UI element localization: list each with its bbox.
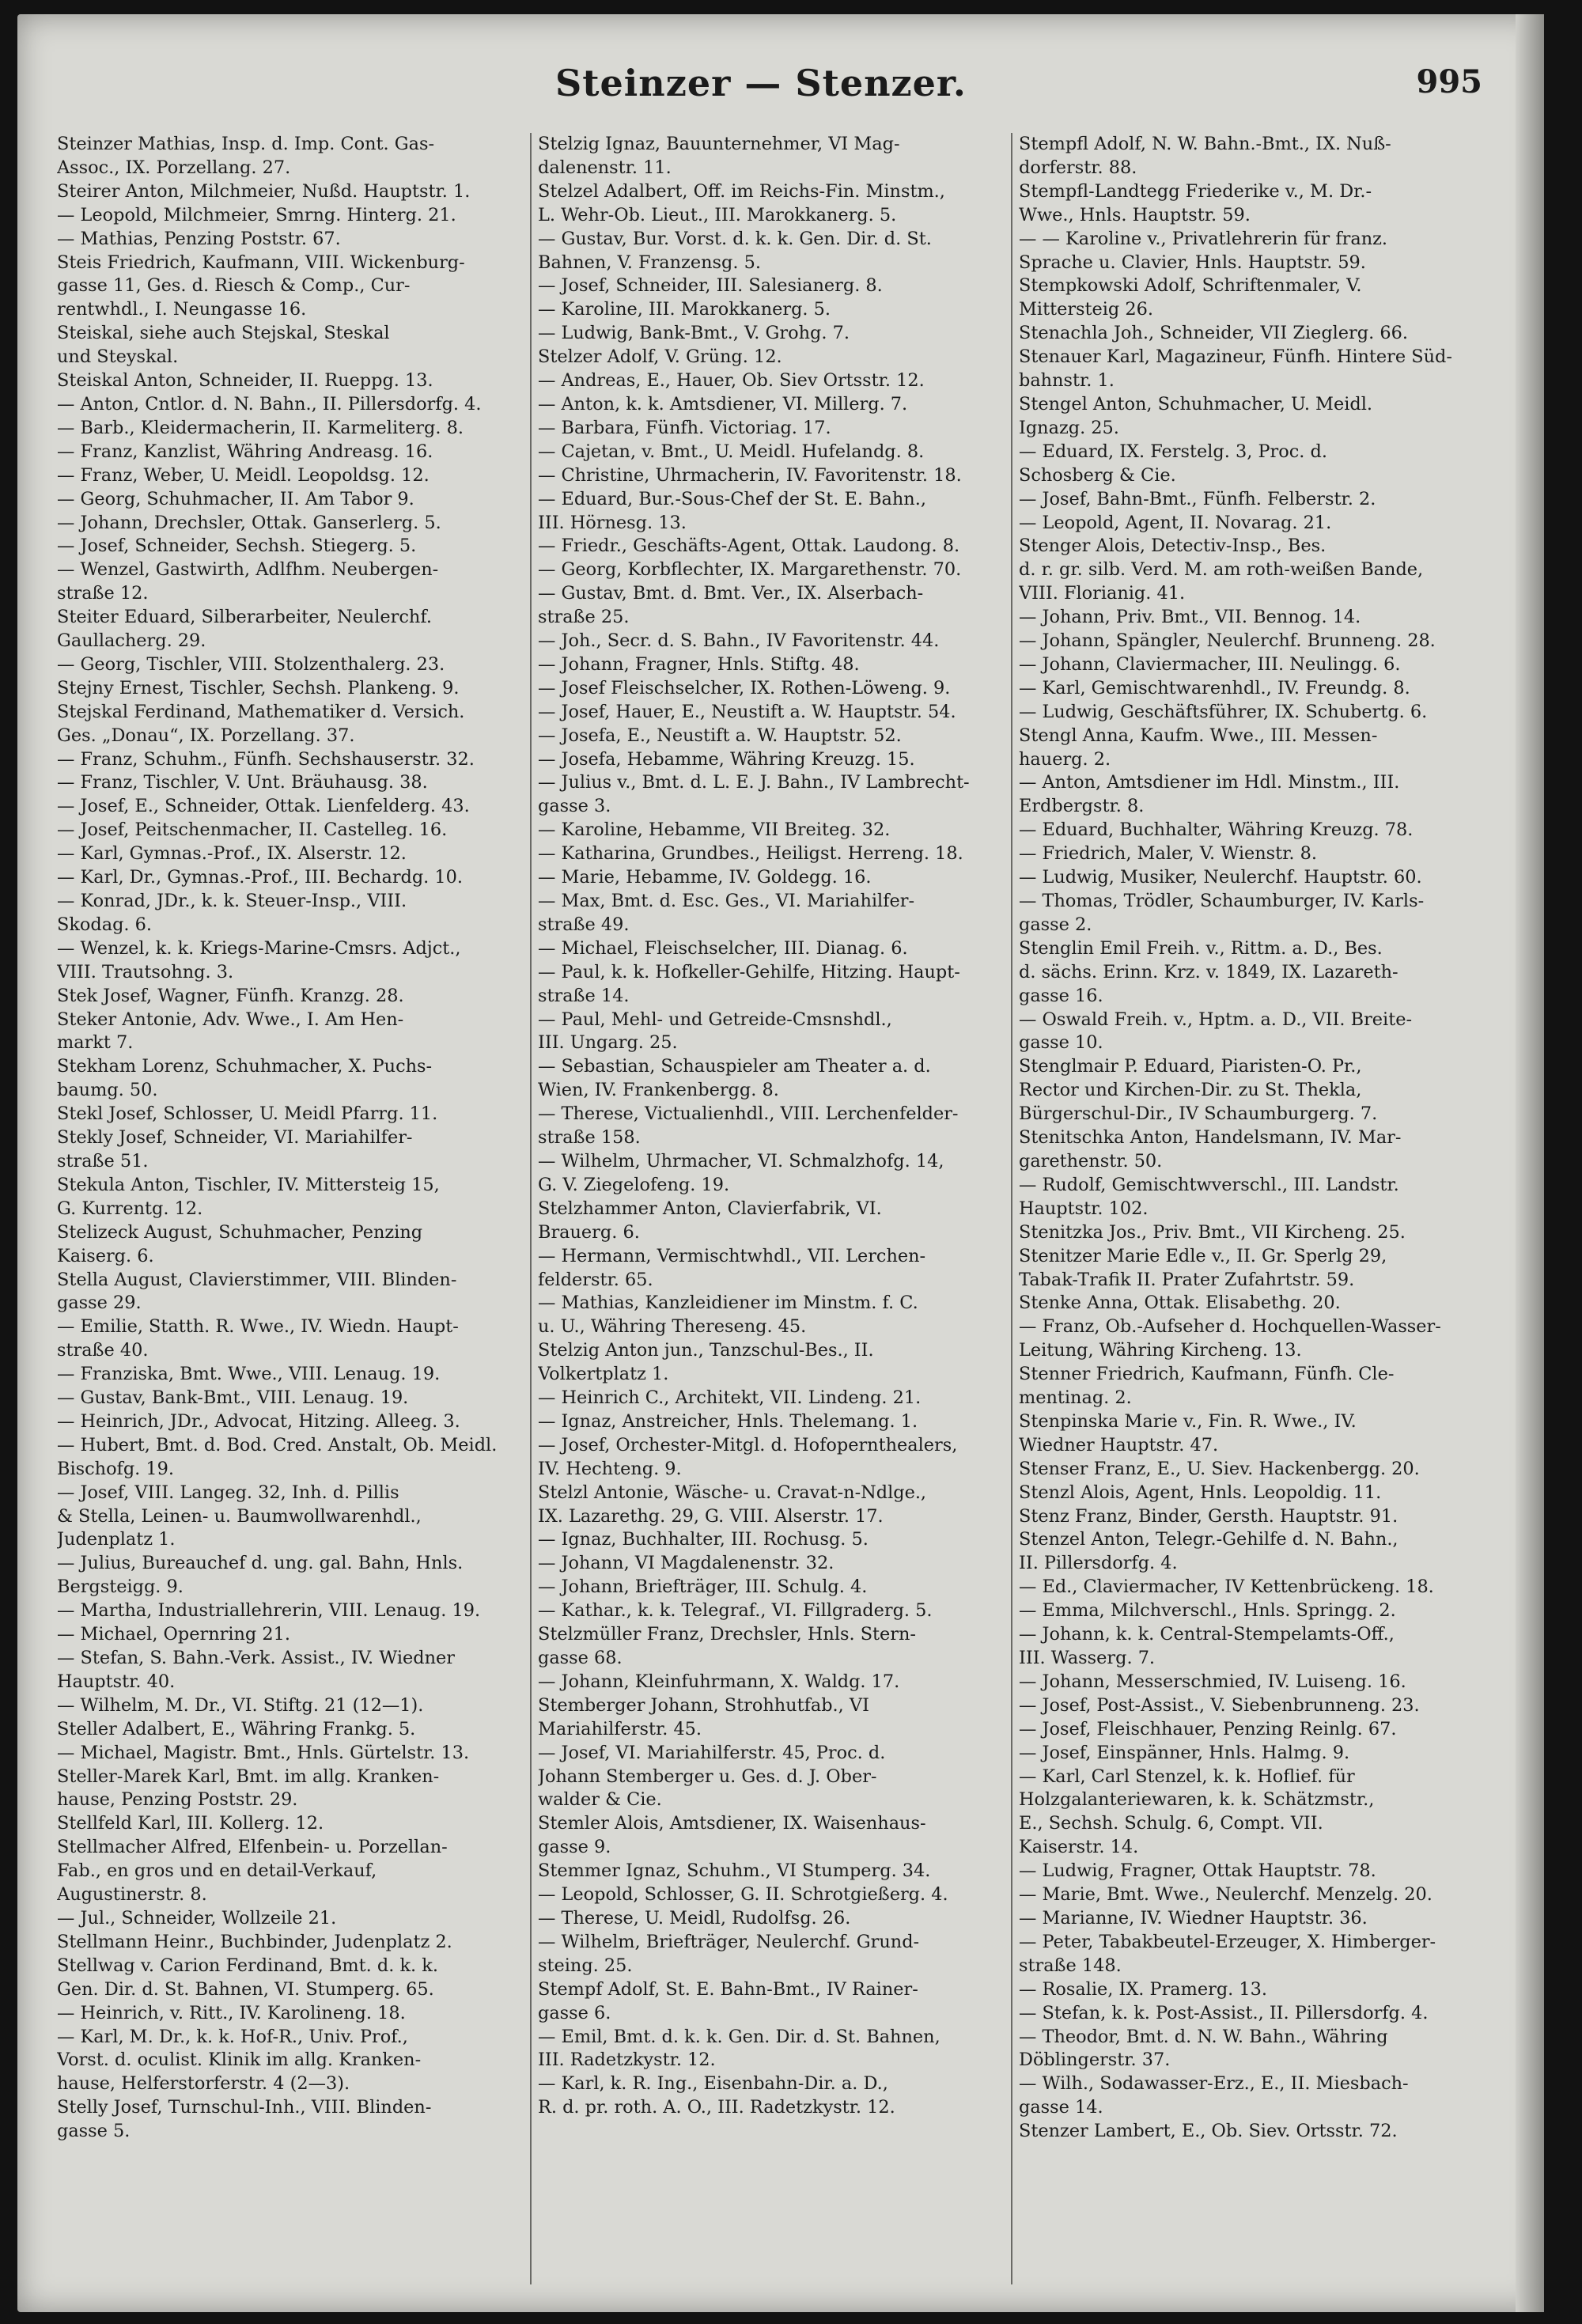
directory-entry-line: straße 51. — [57, 1150, 149, 1171]
directory-entry-line: — Wilh., Sodawasser-Erz., E., II. Miesbach- — [1019, 2073, 1409, 2095]
directory-entry-line: Sprache u. Clavier, Hnls. Hauptstr. 59. — [1019, 252, 1366, 273]
directory-entry-line: Stekl Josef, Schlosser, U. Meidl Pfarrg. 11. — [57, 1103, 438, 1125]
directory-entry-line: Steiskal, siehe auch Stejskal, Steskal — [57, 323, 390, 344]
directory-entry-line: — Leopold, Milchmeier, Smrng. Hinterg. 21. — [57, 204, 456, 225]
directory-entry-line: & Stella, Leinen- u. Baumwollwarenhdl., — [57, 1505, 422, 1527]
directory-entry-line: — Johann, Kleinfuhrmann, X. Waldg. 17. — [538, 1671, 900, 1692]
directory-entry-line: — Wenzel, Gastwirth, Adlfhm. Neubergen- — [57, 559, 439, 581]
directory-entry-line: Tabak-Trafik II. Prater Zufahrtstr. 59. — [1019, 1269, 1355, 1290]
directory-entry-line: — Ludwig, Geschäftsführer, IX. Schubertg. 6. — [1019, 701, 1428, 722]
directory-entry-line: — Eduard, IX. Ferstelg. 3, Proc. d. — [1019, 441, 1327, 462]
directory-entry-line: — Michael, Magistr. Bmt., Hnls. Gürtelstr. 13. — [57, 1742, 470, 1763]
directory-entry-line: mentinag. 2. — [1019, 1387, 1132, 1409]
directory-entry-line: — Johann, Fragner, Hnls. Stiftg. 48. — [538, 653, 860, 675]
directory-entry-line: gasse 5. — [57, 2121, 131, 2142]
page-header — [17, 62, 1504, 125]
directory-entry-line: — Konrad, JDr., k. k. Steuer-Insp., VIII. — [57, 891, 407, 911]
directory-entry-line: Stelzhammer Anton, Clavierfabrik, VI. — [538, 1198, 882, 1219]
directory-column-3 — [1011, 133, 1481, 2284]
directory-entry-line: — Cajetan, v. Bmt., U. Meidl. Hufelandg. 8. — [538, 441, 925, 462]
directory-entry-line: — Friedr., Geschäfts-Agent, Ottak. Laudong. 8. — [538, 536, 960, 557]
directory-entry-line: garethenstr. 50. — [1019, 1150, 1163, 1171]
directory-entry-line: — Anton, k. k. Amtsdiener, VI. Millerg. 7. — [538, 393, 908, 414]
directory-entry-line: — Ludwig, Fragner, Ottak Hauptstr. 78. — [1019, 1860, 1376, 1882]
directory-entry-line: Volkertplatz 1. — [538, 1364, 669, 1385]
directory-entry-line: — Josef, Peitschenmacher, II. Castelleg. 16. — [57, 819, 448, 841]
directory-entry-line: — Emil, Bmt. d. k. k. Gen. Dir. d. St. Bahnen, — [538, 2026, 940, 2047]
directory-entry-line: — Josef, Post-Assist., V. Siebenbrunneng. 23. — [1019, 1694, 1420, 1716]
directory-entry-line: — Wilhelm, Uhrmacher, VI. Schmalzhofg. 14, — [538, 1150, 944, 1171]
directory-entry-line: gasse 9. — [538, 1837, 611, 1858]
directory-entry-line: und Steyskal. — [57, 346, 179, 368]
directory-entry-line: walder & Cie. — [538, 1789, 662, 1811]
directory-entry-line: — Peter, Tabakbeutel-Erzeuger, X. Himberger- — [1019, 1931, 1436, 1952]
directory-entry-line: baumg. 50. — [57, 1080, 158, 1101]
directory-entry-line: — Josefa, Hebamme, Währing Kreuzg. 15. — [538, 748, 915, 770]
directory-entry-line: — Mathias, Penzing Poststr. 67. — [57, 228, 341, 249]
directory-entry-line: — Karl, Gemischtwarenhdl., IV. Freundg. 8. — [1019, 677, 1410, 698]
directory-entry-line: Stempkowski Adolf, Schriftenmaler, V. — [1019, 275, 1362, 297]
directory-entry-line: — Julius v., Bmt. d. L. E. J. Bahn., IV Lambrecht- — [538, 772, 970, 793]
directory-entry-line: — Josef, Einspänner, Hnls. Halmg. 9. — [1019, 1742, 1350, 1763]
directory-entry-line: — Stefan, k. k. Post-Assist., II. Pillersdorfg. 4. — [1019, 2002, 1429, 2023]
directory-entry-line: — Josef, Orchester-Mitgl. d. Hofopernthealers, — [538, 1434, 958, 1455]
directory-entry-line: Stelzig Ignaz, Bauunternehmer, VI Mag- — [538, 134, 900, 154]
directory-entry-line: u. U., Währing Thereseng. 45. — [538, 1316, 807, 1338]
directory-entry-line: — Hubert, Bmt. d. Bod. Cred. Anstalt, Ob. Meidl. — [57, 1434, 498, 1455]
directory-entry-line: — Stefan, S. Bahn.-Verk. Assist., IV. Wiedner — [57, 1648, 455, 1668]
directory-entry-line: Steis Friedrich, Kaufmann, VIII. Wickenburg- — [57, 252, 465, 273]
directory-entry-line: — Johann, Messerschmied, IV. Luiseng. 16. — [1019, 1671, 1406, 1692]
directory-entry-line: — Josefa, E., Neustift a. W. Hauptstr. 52. — [538, 725, 902, 746]
directory-entry-line: — Josef, Bahn-Bmt., Fünfh. Felberstr. 2. — [1019, 488, 1376, 509]
directory-entry-line: — Karl, Dr., Gymnas.-Prof., III. Bechardg. 10. — [57, 867, 464, 888]
directory-entry-line: — Emilie, Statth. R. Wwe., IV. Wiedn. Haupt- — [57, 1316, 459, 1338]
directory-entry-line: — Johann, VI Magdalenenstr. 32. — [538, 1553, 835, 1574]
directory-entry-line: Steiter Eduard, Silberarbeiter, Neulerchf. — [57, 607, 432, 628]
directory-entry-line: — Leopold, Agent, II. Novarag. 21. — [1019, 512, 1332, 533]
directory-entry-line: — Heinrich, v. Ritt., IV. Karolineng. 18. — [57, 2002, 406, 2023]
directory-entry-line: Stenser Franz, E., U. Siev. Hackenbergg. 20. — [1019, 1458, 1420, 1479]
directory-entry-line: — Julius, Bureauchef d. ung. gal. Bahn, Hnls. — [57, 1553, 464, 1574]
directory-entry-line: Stellwag v. Carion Ferdinand, Bmt. d. k. k. — [57, 1955, 438, 1976]
directory-entry-line: Stenauer Karl, Magazineur, Fünfh. Hintere Süd- — [1019, 346, 1452, 368]
directory-entry-line: Gaullacherg. 29. — [57, 630, 206, 652]
directory-entry-line: — Oswald Freih. v., Hptm. a. D., VII. Breite- — [1019, 1009, 1413, 1030]
directory-entry-line: — Wenzel, k. k. Kriegs-Marine-Cmsrs. Adjct., — [57, 937, 461, 959]
directory-entry-line: G. V. Ziegelofeng. 19. — [538, 1174, 730, 1195]
directory-entry-line: — Barb., Kleidermacherin, II. Karmeliterg. 8. — [57, 417, 464, 438]
directory-entry-line: — Johann, Drechsler, Ottak. Ganserlerg. 5. — [57, 512, 441, 533]
directory-entry-line: — Georg, Schuhmacher, II. Am Tabor 9. — [57, 488, 414, 509]
directory-entry-line: — Karl, k. R. Ing., Eisenbahn-Dir. a. D., — [538, 2073, 888, 2095]
directory-entry-line: Holzgalanteriewaren, k. k. Schätzmstr., — [1019, 1789, 1375, 1811]
directory-entry-line: — Johann, Spängler, Neulerchf. Brunneng. 28. — [1019, 630, 1436, 652]
directory-entry-line: Steiskal Anton, Schneider, II. Rueppg. 13. — [57, 370, 433, 392]
directory-entry-line: gasse 68. — [538, 1648, 623, 1668]
directory-entry-line: Stenitzer Marie Edle v., II. Gr. Sperlg 29, — [1019, 1245, 1387, 1266]
directory-entry-line: gasse 16. — [1019, 985, 1103, 1006]
directory-entry-line: — Josef, Schneider, Sechsh. Stiegerg. 5. — [57, 536, 417, 557]
directory-entry-line: hauerg. 2. — [1019, 748, 1111, 770]
directory-entry-line: — Leopold, Schlosser, G. II. Schrotgießerg. 4. — [538, 1884, 948, 1906]
directory-entry-line: — Karl, Carl Stenzel, k. k. Hoflief. für — [1019, 1766, 1355, 1787]
directory-entry-line: Ges. „Donau“, IX. Porzellang. 37. — [57, 725, 355, 746]
directory-entry-line: — Therese, U. Meidl, Rudolfsg. 26. — [538, 1907, 851, 1928]
directory-entry-line: straße 148. — [1019, 1955, 1122, 1976]
directory-entry-line: Gen. Dir. d. St. Bahnen, VI. Stumperg. 65. — [57, 1978, 434, 2000]
directory-entry-line: Wwe., Hnls. Hauptstr. 59. — [1019, 204, 1251, 225]
directory-entry-line: Bergsteigg. 9. — [57, 1576, 184, 1598]
directory-entry-line: — Karoline, III. Marokkanerg. 5. — [538, 299, 831, 320]
directory-entry-line: — Gustav, Bur. Vorst. d. k. k. Gen. Dir. d. St. — [538, 228, 932, 249]
running-head: Steinzer — Stenzer. — [555, 62, 967, 104]
directory-entry-line: — Anton, Cntlor. d. N. Bahn., II. Pillersdorfg. 4. — [57, 393, 482, 414]
directory-entry-line: Stekham Lorenz, Schuhmacher, X. Puchs- — [57, 1056, 433, 1077]
directory-entry-line: straße 14. — [538, 985, 630, 1006]
directory-entry-line: — Ignaz, Buchhalter, III. Rochusg. 5. — [538, 1529, 869, 1550]
directory-entry-line: Stengel Anton, Schuhmacher, U. Meidl. — [1019, 393, 1373, 414]
directory-entry-line: straße 49. — [538, 914, 630, 935]
directory-entry-line: — Jul., Schneider, Wollzeile 21. — [57, 1907, 337, 1928]
directory-entry-line: — Heinrich C., Architekt, VII. Lindeng. 21. — [538, 1387, 922, 1409]
directory-entry-line: — Johann, Briefträger, III. Schulg. 4. — [538, 1576, 868, 1598]
directory-entry-line: — Christine, Uhrmacherin, IV. Favoritenstr. 18. — [538, 464, 962, 486]
directory-entry-line: — Marie, Hebamme, IV. Goldegg. 16. — [538, 867, 872, 888]
directory-column-2 — [530, 133, 1000, 2284]
directory-entry-line: Steirer Anton, Milchmeier, Nußd. Hauptstr. 1. — [57, 180, 471, 202]
directory-entry-line: Steller-Marek Karl, Bmt. im allg. Kranken- — [57, 1766, 440, 1787]
directory-entry-line: — Josef, Fleischhauer, Penzing Reinlg. 67. — [1019, 1718, 1397, 1739]
directory-entry-line: Kaiserg. 6. — [57, 1245, 154, 1266]
directory-entry-line: — Katharina, Grundbes., Heiligst. Herreng. 18. — [538, 843, 963, 865]
directory-entry-line: — Gustav, Bmt. d. Bmt. Ver., IX. Alserbach- — [538, 583, 924, 604]
directory-entry-line: Leitung, Währing Kircheng. 13. — [1019, 1340, 1302, 1361]
directory-entry-line: — Georg, Tischler, VIII. Stolzenthalerg. 23. — [57, 653, 445, 675]
directory-entry-line: bahnstr. 1. — [1019, 370, 1115, 392]
directory-entry-line: Brauerg. 6. — [538, 1221, 640, 1243]
directory-entry-line: — Josef Fleischselcher, IX. Rothen-Löweng. 9. — [538, 677, 951, 698]
directory-entry-line: L. Wehr-Ob. Lieut., III. Marokkanerg. 5. — [538, 204, 897, 225]
directory-entry-line: Skodag. 6. — [57, 914, 152, 935]
directory-entry-line: Stenglmair P. Eduard, Piaristen-O. Pr., — [1019, 1056, 1362, 1077]
directory-entry-line: Fab., en gros und en detail-Verkauf, — [57, 1860, 377, 1882]
directory-entry-line: — Marie, Bmt. Wwe., Neulerchf. Menzelg. 20. — [1019, 1884, 1433, 1906]
directory-entry-line: — Johann, Claviermacher, III. Neulingg. 6. — [1019, 653, 1401, 675]
directory-entry-line: — Karl, Gymnas.-Prof., IX. Alserstr. 12. — [57, 843, 407, 865]
directory-entry-line: Stelzer Adolf, V. Grüng. 12. — [538, 346, 782, 368]
directory-entry-line: — Wilhelm, Briefträger, Neulerchf. Grund- — [538, 1931, 920, 1952]
directory-entry-line: E., Sechsh. Schulg. 6, Compt. VII. — [1019, 1813, 1323, 1834]
directory-entry-line: — Rosalie, IX. Pramerg. 13. — [1019, 1978, 1267, 2000]
directory-entry-line: — Andreas, E., Hauer, Ob. Siev Ortsstr. 12. — [538, 370, 925, 392]
directory-entry-line: Mittersteig 26. — [1019, 299, 1153, 320]
directory-entry-line: gasse 10. — [1019, 1032, 1103, 1054]
directory-entry-line: gasse 11, Ges. d. Riesch & Comp., Cur- — [57, 275, 411, 297]
directory-entry-line: straße 40. — [57, 1340, 149, 1361]
directory-entry-line: — Therese, Victualienhdl., VIII. Lerchenfelder- — [538, 1103, 959, 1125]
directory-entry-line: straße 12. — [57, 583, 149, 604]
directory-entry-line: gasse 2. — [1019, 914, 1092, 935]
directory-entry-line: rentwhdl., I. Neungasse 16. — [57, 299, 307, 320]
directory-entry-line: — Barbara, Fünfh. Victoriag. 17. — [538, 417, 831, 438]
directory-entry-line: — Franz, Schuhm., Fünfh. Sechshauserstr. 32. — [57, 748, 475, 770]
directory-entry-line: — Rudolf, Gemischtwverschl., III. Landstr. — [1019, 1174, 1399, 1195]
directory-entry-line: Erdbergstr. 8. — [1019, 796, 1145, 817]
directory-entry-line: III. Ungarg. 25. — [538, 1032, 678, 1054]
directory-entry-line: — Max, Bmt. d. Esc. Ges., VI. Mariahilfer- — [538, 891, 915, 911]
directory-entry-line: Stemberger Johann, Strohhutfab., VI — [538, 1694, 869, 1716]
directory-entry-line: Bahnen, V. Franzensg. 5. — [538, 252, 761, 273]
directory-entry-line: Wien, IV. Frankenbergg. 8. — [538, 1080, 779, 1101]
directory-entry-line: dorferstr. 88. — [1019, 157, 1137, 178]
directory-entry-line: — Johann, k. k. Central-Stempelamts-Off., — [1019, 1624, 1395, 1645]
page-number: 995 — [1416, 63, 1482, 100]
directory-entry-line: Stemmer Ignaz, Schuhm., VI Stumperg. 34. — [538, 1860, 931, 1882]
directory-entry-line: — Thomas, Trödler, Schaumburger, IV. Karls- — [1019, 891, 1425, 911]
directory-entry-line: R. d. pr. roth. A. O., III. Radetzkystr. 12. — [538, 2097, 895, 2118]
directory-entry-line: — Paul, k. k. Hofkeller-Gehilfe, Hitzing. Haupt- — [538, 961, 960, 982]
directory-column-1 — [57, 133, 519, 2284]
directory-entry-line: II. Pillersdorfg. 4. — [1019, 1553, 1178, 1574]
directory-entry-line: — Josef, Schneider, III. Salesianerg. 8. — [538, 275, 883, 297]
directory-entry-line: VIII. Trautsohng. 3. — [57, 961, 234, 982]
directory-entry-line: — Ludwig, Musiker, Neulerchf. Hauptstr. 60. — [1019, 867, 1422, 888]
directory-entry-line: Stelzl Antonie, Wäsche- u. Cravat-n-Ndlge., — [538, 1482, 927, 1503]
directory-page — [17, 14, 1544, 2312]
directory-entry-line: — Ed., Claviermacher, IV Kettenbrückeng. 18. — [1019, 1576, 1434, 1598]
directory-entry-line: Stekly Josef, Schneider, VI. Mariahilfer- — [57, 1127, 413, 1149]
directory-entry-line: Stenpinska Marie v., Fin. R. Wwe., IV. — [1019, 1410, 1357, 1432]
directory-entry-line: Stenz Franz, Binder, Gersth. Hauptstr. 91. — [1019, 1505, 1398, 1527]
directory-entry-line: — Michael, Fleischselcher, III. Dianag. 6. — [538, 937, 908, 959]
directory-entry-line: markt 7. — [57, 1032, 134, 1054]
directory-entry-line: — Sebastian, Schauspieler am Theater a. d. — [538, 1056, 931, 1077]
directory-entry-line: — Karl, M. Dr., k. k. Hof-R., Univ. Prof., — [57, 2026, 408, 2047]
directory-entry-line: Rector und Kirchen-Dir. zu St. Thekla, — [1019, 1080, 1362, 1101]
directory-entry-line: Assoc., IX. Porzellang. 27. — [57, 157, 291, 178]
directory-entry-line: Stejny Ernest, Tischler, Sechsh. Plankeng. 9. — [57, 677, 460, 698]
directory-entry-line: — Johann, Priv. Bmt., VII. Bennog. 14. — [1019, 607, 1361, 628]
directory-entry-line: — Josef, VI. Mariahilferstr. 45, Proc. d. — [538, 1742, 886, 1763]
directory-entry-line: III. Wasserg. 7. — [1019, 1648, 1156, 1668]
directory-entry-line: — Eduard, Buchhalter, Währing Kreuzg. 78. — [1019, 819, 1414, 841]
directory-entry-line: Stenke Anna, Ottak. Elisabethg. 20. — [1019, 1293, 1341, 1314]
directory-entry-line: Bürgerschul-Dir., IV Schaumburgerg. 7. — [1019, 1103, 1378, 1125]
directory-entry-line: — Joh., Secr. d. S. Bahn., IV Favoritenstr. 44. — [538, 630, 940, 652]
directory-entry-line: — Paul, Mehl- und Getreide-Cmsnshdl., — [538, 1009, 892, 1030]
directory-entry-line: Johann Stemberger u. Ges. d. J. Ober- — [538, 1766, 877, 1787]
directory-entry-line: — Wilhelm, M. Dr., VI. Stiftg. 21 (12—1). — [57, 1694, 424, 1716]
directory-entry-line: Steinzer Mathias, Insp. d. Imp. Cont. Gas- — [57, 134, 435, 154]
directory-entry-line: Stekula Anton, Tischler, IV. Mittersteig 15, — [57, 1174, 440, 1195]
directory-entry-line: Stellmacher Alfred, Elfenbein- u. Porzellan- — [57, 1837, 448, 1858]
directory-columns — [57, 133, 1481, 2284]
directory-entry-line: Stenglin Emil Freih. v., Rittm. a. D., Bes. — [1019, 937, 1383, 959]
directory-entry-line: — Georg, Korbflechter, IX. Margarethenstr. 70. — [538, 559, 962, 581]
directory-entry-line: — Ignaz, Anstreicher, Hnls. Thelemang. 1. — [538, 1410, 918, 1432]
directory-entry-line: G. Kurrentg. 12. — [57, 1198, 203, 1219]
directory-entry-line: Bischofg. 19. — [57, 1458, 175, 1479]
directory-entry-line: — Franz, Kanzlist, Währing Andreasg. 16. — [57, 441, 433, 462]
directory-entry-line: — Franz, Weber, U. Meidl. Leopoldsg. 12. — [57, 464, 430, 486]
directory-entry-line: Stellmann Heinr., Buchbinder, Judenplatz 2. — [57, 1931, 452, 1952]
directory-entry-line: Augustinerstr. 8. — [57, 1884, 207, 1906]
directory-entry-line: hause, Penzing Poststr. 29. — [57, 1789, 298, 1811]
directory-entry-line: Stenzl Alois, Agent, Hnls. Leopoldig. 11. — [1019, 1482, 1382, 1503]
directory-entry-line: straße 25. — [538, 607, 630, 628]
directory-entry-line: Stenger Alois, Detectiv-Insp., Bes. — [1019, 536, 1327, 557]
directory-entry-line: — Anton, Amtsdiener im Hdl. Minstm., III. — [1019, 772, 1400, 793]
directory-entry-line: steing. 25. — [538, 1955, 633, 1976]
directory-entry-line: — Heinrich, JDr., Advocat, Hitzing. Alleeg. 3. — [57, 1410, 460, 1432]
directory-entry-line: Stenachla Joh., Schneider, VII Zieglerg. 66. — [1019, 323, 1408, 344]
directory-entry-line: Stelzig Anton jun., Tanzschul-Bes., II. — [538, 1340, 874, 1361]
directory-entry-line: gasse 6. — [538, 2002, 611, 2023]
directory-entry-line: Stenzer Lambert, E., Ob. Siev. Ortsstr. 72. — [1019, 2121, 1398, 2142]
directory-entry-line: Steller Adalbert, E., Währing Frankg. 5. — [57, 1718, 416, 1739]
directory-entry-line: — Kathar., k. k. Telegraf., VI. Fillgraderg. 5. — [538, 1600, 933, 1622]
directory-entry-line: Stellfeld Karl, III. Kollerg. 12. — [57, 1813, 324, 1834]
directory-entry-line: — Franz, Tischler, V. Unt. Bräuhausg. 38. — [57, 772, 428, 793]
directory-entry-line: Hauptstr. 102. — [1019, 1198, 1149, 1219]
directory-entry-line: — Michael, Opernring 21. — [57, 1624, 290, 1645]
directory-entry-line: Steker Antonie, Adv. Wwe., I. Am Hen- — [57, 1009, 404, 1030]
directory-entry-line: Stelzel Adalbert, Off. im Reichs-Fin. Minstm., — [538, 180, 945, 202]
directory-entry-line: IV. Hechteng. 9. — [538, 1458, 682, 1479]
directory-entry-line: d. sächs. Erinn. Krz. v. 1849, IX. Lazareth- — [1019, 961, 1398, 982]
directory-entry-line: Stelizeck August, Schuhmacher, Penzing — [57, 1221, 423, 1243]
directory-entry-line: Kaiserstr. 14. — [1019, 1837, 1139, 1858]
directory-entry-line: Stejskal Ferdinand, Mathematiker d. Versich. — [57, 701, 465, 722]
directory-entry-line: Ignazg. 25. — [1019, 417, 1119, 438]
directory-entry-line: — Josef, Hauer, E., Neustift a. W. Hauptstr. 54. — [538, 701, 956, 722]
directory-entry-line: — Eduard, Bur.-Sous-Chef der St. E. Bahn., — [538, 488, 926, 509]
directory-entry-line: Stenitschka Anton, Handelsmann, IV. Mar- — [1019, 1127, 1402, 1149]
directory-entry-line: Stelly Josef, Turnschul-Inh., VIII. Blinden- — [57, 2097, 432, 2118]
directory-entry-line: d. r. gr. silb. Verd. M. am roth-weißen Bande, — [1019, 559, 1424, 581]
directory-entry-line: — Josef, VIII. Langeg. 32, Inh. d. Pillis — [57, 1482, 399, 1503]
directory-entry-line: gasse 29. — [57, 1293, 142, 1314]
directory-entry-line: — Hermann, Vermischtwhdl., VII. Lerchen- — [538, 1245, 926, 1266]
directory-entry-line: — Marianne, IV. Wiedner Hauptstr. 36. — [1019, 1907, 1368, 1928]
directory-entry-line: felderstr. 65. — [538, 1269, 653, 1290]
directory-entry-line: III. Hörnesg. 13. — [538, 512, 687, 533]
directory-entry-line: Stenner Friedrich, Kaufmann, Fünfh. Cle- — [1019, 1364, 1395, 1385]
directory-entry-line: — Martha, Industriallehrerin, VIII. Lenaug. 19. — [57, 1600, 481, 1622]
directory-entry-line: Hauptstr. 40. — [57, 1671, 176, 1692]
directory-entry-line: Stenzel Anton, Telegr.-Gehilfe d. N. Bahn., — [1019, 1529, 1398, 1550]
directory-entry-line: Stempf Adolf, St. E. Bahn-Bmt., IV Rainer- — [538, 1978, 918, 2000]
directory-entry-line: Stengl Anna, Kaufm. Wwe., III. Messen- — [1019, 725, 1378, 746]
directory-entry-line: — Mathias, Kanzleidiener im Minstm. f. C. — [538, 1293, 918, 1314]
directory-entry-line: Wiedner Hauptstr. 47. — [1019, 1434, 1219, 1455]
directory-entry-line: gasse 14. — [1019, 2097, 1103, 2118]
directory-entry-line: Stelzmüller Franz, Drechsler, Hnls. Stern- — [538, 1624, 916, 1645]
directory-entry-line: Stempfl-Landtegg Friederike v., M. Dr.- — [1019, 180, 1372, 202]
directory-entry-line: — Gustav, Bank-Bmt., VIII. Lenaug. 19. — [57, 1387, 409, 1409]
directory-entry-line: Stek Josef, Wagner, Fünfh. Kranzg. 28. — [57, 985, 404, 1006]
directory-entry-line: — Theodor, Bmt. d. N. W. Bahn., Währing — [1019, 2026, 1388, 2047]
directory-entry-line: IX. Lazarethg. 29, G. VIII. Alserstr. 17. — [538, 1505, 884, 1527]
directory-entry-line: straße 158. — [538, 1127, 641, 1149]
directory-entry-line: Stempfl Adolf, N. W. Bahn.-Bmt., IX. Nuß- — [1019, 134, 1391, 154]
directory-entry-line: Stella August, Clavierstimmer, VIII. Blinden- — [57, 1269, 457, 1290]
directory-entry-line: — Ludwig, Bank-Bmt., V. Grohg. 7. — [538, 323, 850, 344]
directory-entry-line: Döblingerstr. 37. — [1019, 2050, 1171, 2071]
directory-entry-line: — Karoline, Hebamme, VII Breiteg. 32. — [538, 819, 891, 841]
directory-entry-line: Judenplatz 1. — [57, 1529, 176, 1550]
directory-entry-line: gasse 3. — [538, 796, 611, 817]
directory-entry-line: — Franziska, Bmt. Wwe., VIII. Lenaug. 19. — [57, 1364, 441, 1385]
directory-entry-line: VIII. Florianig. 41. — [1019, 583, 1186, 604]
page-edge-shadow — [1516, 14, 1544, 2312]
directory-entry-line: Schosberg & Cie. — [1019, 464, 1176, 486]
directory-entry-line: Stemler Alois, Amtsdiener, IX. Waisenhaus- — [538, 1813, 926, 1834]
directory-entry-line: — Josef, E., Schneider, Ottak. Lienfelderg. 43. — [57, 796, 470, 817]
directory-entry-line: dalenenstr. 11. — [538, 157, 672, 178]
directory-entry-line: — Franz, Ob.-Aufseher d. Hochquellen-Wasser- — [1019, 1316, 1441, 1338]
directory-entry-line: — Emma, Milchverschl., Hnls. Springg. 2. — [1019, 1600, 1396, 1622]
directory-entry-line: Vorst. d. oculist. Klinik im allg. Kranken- — [57, 2050, 422, 2071]
directory-entry-line: Stenitzka Jos., Priv. Bmt., VII Kircheng. 25. — [1019, 1221, 1406, 1243]
directory-entry-line: III. Radetzkystr. 12. — [538, 2050, 716, 2071]
directory-entry-line: hause, Helferstorferstr. 4 (2—3). — [57, 2073, 350, 2095]
directory-entry-line: — Friedrich, Maler, V. Wienstr. 8. — [1019, 843, 1317, 865]
directory-entry-line: Mariahilferstr. 45. — [538, 1718, 702, 1739]
directory-entry-line: — — Karoline v., Privatlehrerin für franz. — [1019, 228, 1388, 249]
